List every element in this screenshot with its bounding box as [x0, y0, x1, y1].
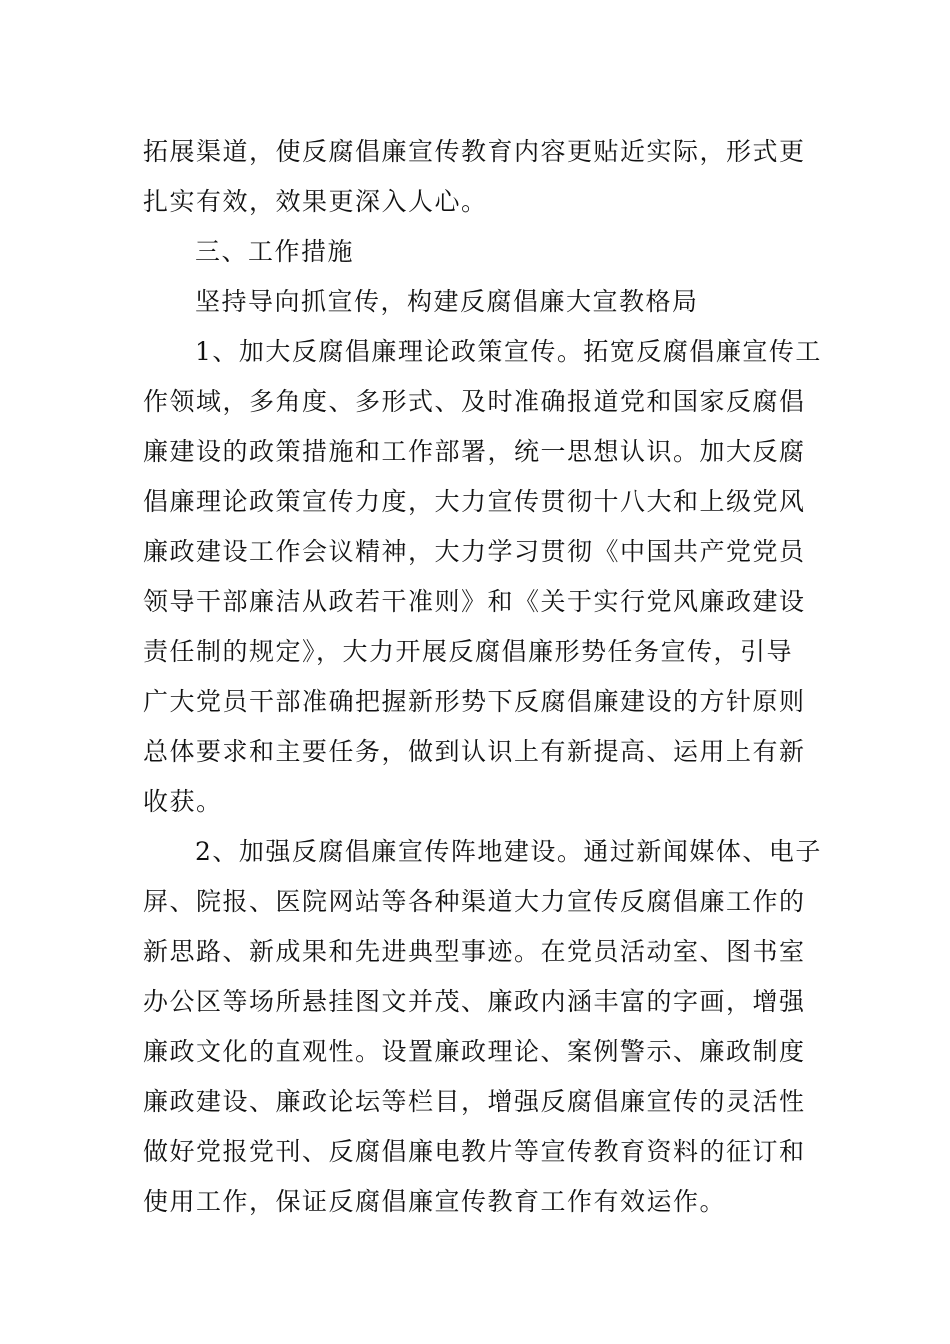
text-line: 廉政建设、廉政论坛等栏目，增强反腐倡廉宣传的灵活性: [143, 1087, 806, 1116]
text-line: 廉政建设工作会议精神，大力学习贯彻《中国共产党党员: [143, 537, 806, 566]
text-line: 作领域，多角度、多形式、及时准确报道党和国家反腐倡: [143, 387, 806, 416]
text-line: 使用工作，保证反腐倡廉宣传教育工作有效运作。: [143, 1187, 727, 1216]
text-line: 新思路、新成果和先进典型事迹。在党员活动室、图书室: [143, 937, 806, 966]
text-line: 廉建设的政策措施和工作部署，统一思想认识。加大反腐: [143, 437, 806, 466]
section-heading: 三、工作措施: [195, 237, 355, 266]
text-line: 广大党员干部准确把握新形势下反腐倡廉建设的方针原则: [143, 687, 806, 716]
text-line: 办公区等场所悬挂图文并茂、廉政内涵丰富的字画，增强: [143, 987, 806, 1016]
text-line: 廉政文化的直观性。设置廉政理论、案例警示、廉政制度: [143, 1037, 806, 1066]
text-line: 倡廉理论政策宣传力度，大力宣传贯彻十八大和上级党风: [143, 487, 806, 516]
text-line: 屏、院报、医院网站等各种渠道大力宣传反腐倡廉工作的: [143, 887, 806, 916]
paragraph-start: 2、加强反腐倡廉宣传阵地建设。通过新闻媒体、电子: [195, 837, 822, 866]
text-line: 扎实有效，效果更深入人心。: [143, 187, 488, 216]
text-line: 收获。: [143, 787, 223, 816]
text-line: 做好党报党刊、反腐倡廉电教片等宣传教育资料的征订和: [143, 1137, 806, 1166]
paragraph-start: 1、加大反腐倡廉理论政策宣传。拓宽反腐倡廉宣传工: [195, 337, 822, 366]
text-line: 拓展渠道，使反腐倡廉宣传教育内容更贴近实际，形式更: [143, 137, 806, 166]
subsection-heading: 坚持导向抓宣传，构建反腐倡廉大宣教格局: [195, 287, 699, 316]
text-line: 领导干部廉洁从政若干准则》和《关于实行党风廉政建设: [143, 587, 806, 616]
text-line: 责任制的规定》，大力开展反腐倡廉形势任务宣传，引导: [143, 637, 794, 666]
text-line: 总体要求和主要任务，做到认识上有新提高、运用上有新: [143, 737, 806, 766]
